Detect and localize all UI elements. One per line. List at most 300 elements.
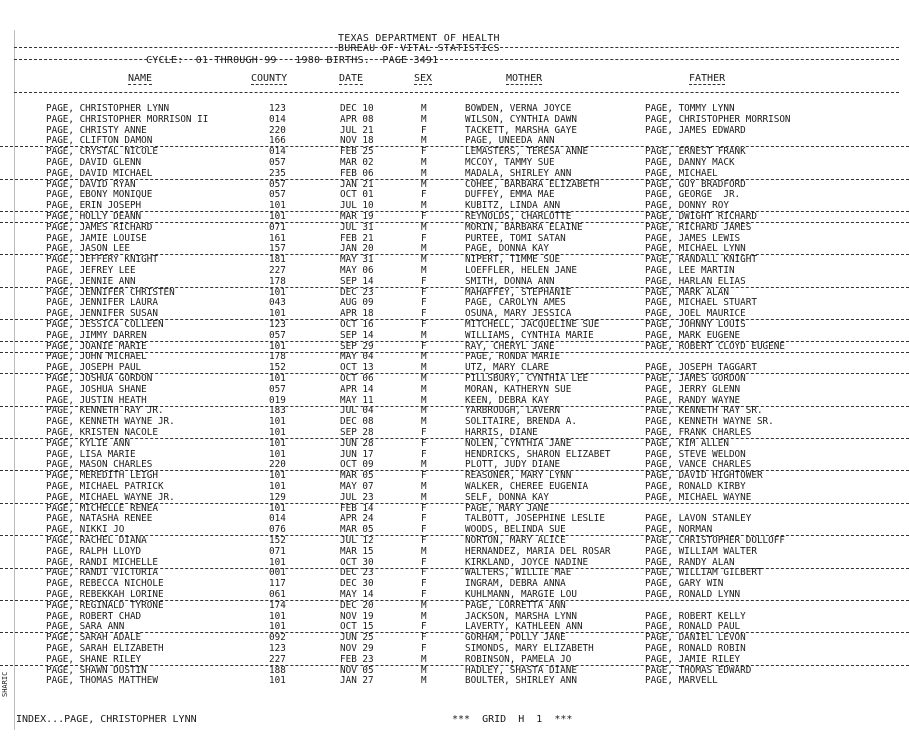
cell-sex: M <box>421 491 427 503</box>
cell-sex: F <box>421 286 427 298</box>
cell-date: NOV 05 <box>340 664 374 676</box>
cell-county: 101 <box>269 416 286 428</box>
cell-father: PAGE, JOHNNY LOUIS <box>645 319 746 330</box>
cell-county: 227 <box>269 653 286 665</box>
cell-date: MAR 02 <box>340 157 374 168</box>
cell-father: PAGE, DANIEL LEVON <box>645 632 746 644</box>
cell-father: PAGE, ROBERT KELLY <box>645 610 746 622</box>
cell-mother: YARBROUGH, LAVERN <box>465 405 561 417</box>
cell-mother: ROBINSON, PAMELA JO <box>465 653 572 665</box>
cell-name: PAGE, JAMES RICHARD <box>46 221 153 233</box>
cell-mother: MITCHELL, JACQUELINE SUE <box>465 319 600 330</box>
cell-mother: LOEFFLER, HELEN JANE <box>465 265 577 276</box>
cell-county: 092 <box>269 632 286 644</box>
cell-county: 101 <box>269 481 286 492</box>
cell-mother: HARRIS, DIANE <box>465 427 538 438</box>
table-row <box>0 547 909 557</box>
cell-mother: DUFFEY, EMMA MAE <box>465 189 555 201</box>
cell-date: SEP 14 <box>340 275 374 287</box>
cell-name: PAGE, DAVID GLENN <box>46 157 142 168</box>
cell-mother: MADALA, SHIRLEY ANN <box>465 167 572 179</box>
cell-mother: KUBITZ, LINDA ANN <box>465 200 561 212</box>
cell-sex: M <box>421 416 427 428</box>
cell-date: MAR 15 <box>340 545 374 557</box>
cell-name: PAGE, KYLIE ANN <box>46 437 130 449</box>
cell-father: PAGE, RONALD PAUL <box>645 621 741 633</box>
cell-name: PAGE, JOSHUA GORDON <box>46 373 153 384</box>
cell-sex: F <box>421 643 427 654</box>
table-row <box>0 234 909 244</box>
cell-father: PAGE, DONNY ROY <box>645 200 729 212</box>
cell-name: PAGE, JOANIE MARIE <box>46 340 147 352</box>
cell-sex: F <box>421 621 427 633</box>
table-row <box>0 126 909 136</box>
cell-name: PAGE, RANDI MICHELLE <box>46 556 158 568</box>
cell-name: PAGE, JUSTIN HEATH <box>46 394 147 406</box>
cell-mother: BOWDEN, VERNA JOYCE <box>465 103 572 114</box>
cell-date: SEP 14 <box>340 329 374 341</box>
cell-name: PAGE, SARA ANN <box>46 621 125 633</box>
cell-name: PAGE, NIKKI JO <box>46 524 125 536</box>
cell-mother: WALKER, CHEREE EUGENIA <box>465 481 589 492</box>
cell-sex: F <box>421 297 427 309</box>
cell-name: PAGE, KRISTEN NACOLE <box>46 427 158 438</box>
cell-county: 014 <box>269 146 286 158</box>
table-row <box>0 666 909 676</box>
column-header-county: COUNTY <box>251 73 288 84</box>
cell-sex: M <box>421 103 427 114</box>
cell-county: 117 <box>269 578 286 590</box>
cell-mother: SELF, DONNA KAY <box>465 491 549 503</box>
cell-father: PAGE, JAMIE RILEY <box>645 653 741 665</box>
table-row <box>0 676 909 686</box>
cell-county: 220 <box>269 459 286 471</box>
table-row <box>0 612 909 622</box>
cycle-line: CYCLE: 01 THROUGH 99 1980 BIRTHS. PAGE 3491 <box>146 55 439 66</box>
cell-father: PAGE, CHRISTOPHER DOLLOFF <box>645 535 785 546</box>
cell-father: PAGE, KIM ALLEN <box>645 437 729 449</box>
cell-father: PAGE, RONALD ROBIN <box>645 643 746 654</box>
cell-sex: F <box>421 308 427 320</box>
cell-name: PAGE, KENNETH WAYNE JR. <box>46 416 175 428</box>
cell-name: PAGE, CHRISTOPHER LYNN <box>46 103 170 114</box>
agency-title: TEXAS DEPARTMENT OF HEALTH <box>338 33 500 44</box>
cell-mother: KUHLMANN, MARGIE LOU <box>465 589 577 600</box>
cell-father: PAGE, MICHAEL <box>645 167 718 179</box>
cell-date: JUL 04 <box>340 405 374 417</box>
cell-sex: F <box>421 578 427 590</box>
table-row <box>0 406 909 416</box>
cell-father: PAGE, NORMAN <box>645 524 713 536</box>
cell-date: OCT 13 <box>340 362 374 374</box>
cell-county: 101 <box>269 286 286 298</box>
cell-name: PAGE, MASON CHARLES <box>46 459 153 471</box>
cell-father: PAGE, TOMMY LYNN <box>645 103 735 114</box>
table-row <box>0 169 909 180</box>
cell-county: 235 <box>269 167 286 179</box>
cell-father: PAGE, DANNY MACK <box>645 157 735 168</box>
cell-name: PAGE, JOSHUA SHANE <box>46 383 147 395</box>
side-stamp: SHARIC <box>1 671 9 697</box>
table-row <box>0 158 909 168</box>
cell-name: PAGE, JOHN MICHAEL <box>46 351 147 363</box>
cell-father: PAGE, RICHARD JAMES <box>645 221 752 233</box>
cell-county: 101 <box>269 373 286 384</box>
cell-date: MAY 04 <box>340 351 374 363</box>
cell-father: PAGE, MARK ALAN <box>645 286 729 298</box>
cell-name: PAGE, JEFREY LEE <box>46 265 136 276</box>
table-row <box>0 147 909 157</box>
table-row <box>0 288 909 298</box>
table-row <box>0 504 909 514</box>
table-row <box>0 439 909 449</box>
cell-county: 101 <box>269 308 286 320</box>
cell-mother: REYNOLDS, CHARLOTTE <box>465 211 572 222</box>
cell-mother: TACKETT, MARSHA GAYE <box>465 124 577 136</box>
cell-mother: COHEE, BARBARA ELIZABETH <box>465 178 600 190</box>
cell-name: PAGE, MEREDITH LEIGH <box>46 470 158 482</box>
cell-father: PAGE, KENNETH RAY SR. <box>645 405 763 417</box>
cell-date: DEC 23 <box>340 567 374 579</box>
cell-sex: F <box>421 319 427 330</box>
cell-sex: M <box>421 610 427 622</box>
cell-mother: PAGE, RONDA MARIE <box>465 351 561 363</box>
cell-sex: F <box>421 513 427 525</box>
cell-mother: NOLEN, CYNTHIA JANE <box>465 437 572 449</box>
cell-county: 123 <box>269 103 286 114</box>
cell-father: PAGE, MICHAEL STUART <box>645 297 757 309</box>
cell-father: PAGE, RONALD LYNN <box>645 589 741 600</box>
cell-mother: HENDRICKS, SHARON ELIZABET <box>465 448 611 460</box>
cell-date: JUL 21 <box>340 124 374 136</box>
cell-county: 123 <box>269 319 286 330</box>
cell-county: 227 <box>269 265 286 276</box>
cell-county: 101 <box>269 470 286 482</box>
cell-sex: M <box>421 167 427 179</box>
cell-sex: F <box>421 340 427 352</box>
cell-mother: PAGE, LORRETTA ANN <box>465 599 566 611</box>
cell-date: NOV 18 <box>340 135 374 147</box>
table-row <box>0 536 909 546</box>
cell-name: PAGE, JASON LEE <box>46 243 130 255</box>
cell-date: MAR 05 <box>340 470 374 482</box>
cell-date: FEB 25 <box>340 146 374 158</box>
table-row <box>0 115 909 125</box>
cell-sex: M <box>421 459 427 471</box>
cell-father: PAGE, KENNETH WAYNE SR. <box>645 416 774 428</box>
cell-father: PAGE, JOSEPH TAGGART <box>645 362 757 374</box>
cell-mother: UTZ, MARY CLARE <box>465 362 549 374</box>
cell-name: PAGE, HOLLY DEANN <box>46 211 142 222</box>
cell-date: MAR 19 <box>340 211 374 222</box>
cell-name: PAGE, THOMAS MATTHEW <box>46 675 158 687</box>
table-row <box>0 266 909 276</box>
cell-father: PAGE, DWIGHT RICHARD <box>645 211 757 222</box>
cell-date: OCT 01 <box>340 189 374 201</box>
cell-county: 057 <box>269 329 286 341</box>
cell-county: 166 <box>269 135 286 147</box>
cell-mother: NORTON, MARY ALICE <box>465 535 566 546</box>
cell-mother: BOULTER, SHIRLEY ANN <box>465 675 577 687</box>
cell-sex: M <box>421 405 427 417</box>
cell-sex: M <box>421 135 427 147</box>
cell-county: 057 <box>269 383 286 395</box>
cell-mother: WALTERS, WILLIE MAE <box>465 567 572 579</box>
cell-sex: F <box>421 567 427 579</box>
cell-sex: M <box>421 545 427 557</box>
cell-mother: PAGE, UNEEDA ANN <box>465 135 555 147</box>
cell-mother: REASONER, MARY LYNN <box>465 470 572 482</box>
table-row <box>0 298 909 308</box>
cell-sex: F <box>421 524 427 536</box>
cell-sex: M <box>421 221 427 233</box>
cell-sex: M <box>421 329 427 341</box>
cell-father: PAGE, THOMAS EDWARD <box>645 664 752 676</box>
table-row <box>0 428 909 439</box>
cell-date: OCT 09 <box>340 459 374 471</box>
cell-county: 129 <box>269 491 286 503</box>
cell-sex: F <box>421 589 427 600</box>
cell-date: FEB 23 <box>340 653 374 665</box>
cell-mother: WILLIAMS, CYNTHIA MARIE <box>465 329 594 341</box>
cell-mother: MORIN, BARBARA ELAINE <box>465 221 583 233</box>
cell-county: 101 <box>269 211 286 222</box>
cell-date: APR 14 <box>340 383 374 395</box>
cell-father: PAGE, JAMES EDWARD <box>645 124 746 136</box>
table-row <box>0 374 909 384</box>
cell-county: 057 <box>269 157 286 168</box>
cell-father: PAGE, GUY BRADFORD <box>645 178 746 190</box>
cell-mother: GORHAM, POLLY JANE <box>465 632 566 644</box>
cell-sex: M <box>421 200 427 212</box>
cell-county: 188 <box>269 664 286 676</box>
cell-mother: RAY, CHERYL JANE <box>465 340 555 352</box>
cell-name: PAGE, ROBERT CHAD <box>46 610 142 622</box>
cell-sex: M <box>421 351 427 363</box>
cell-father: PAGE, JOEL MAURICE <box>645 308 746 320</box>
cell-date: FEB 14 <box>340 502 374 514</box>
cell-mother: PLOTT, JUDY DIANE <box>465 459 561 471</box>
table-row <box>0 385 909 395</box>
cell-mother: PAGE, DONNA KAY <box>465 243 549 255</box>
cell-father: PAGE, RANDY WAYNE <box>645 394 741 406</box>
cell-sex: M <box>421 362 427 374</box>
cell-county: 152 <box>269 362 286 374</box>
table-row <box>0 633 909 643</box>
cell-mother: OSUNA, MARY JESSICA <box>465 308 572 320</box>
cell-name: PAGE, KENNETH RAY JR. <box>46 405 164 417</box>
cell-name: PAGE, JEFFERY KNIGHT <box>46 254 158 266</box>
cell-father: PAGE, RANDY ALAN <box>645 556 735 568</box>
cell-father: PAGE, WILLIAM GILBERT <box>645 567 763 579</box>
cell-sex: M <box>421 113 427 125</box>
cell-mother: WILSON, CYNTHIA DAWN <box>465 113 577 125</box>
cell-date: DEC 20 <box>340 599 374 611</box>
cell-name: PAGE, EBONY MONIQUE <box>46 189 153 201</box>
cell-sex: M <box>421 265 427 276</box>
cell-date: MAY 06 <box>340 265 374 276</box>
cell-date: MAY 14 <box>340 589 374 600</box>
cell-sex: F <box>421 275 427 287</box>
cell-mother: MORAN, KATHERYN SUE <box>465 383 572 395</box>
cell-county: 071 <box>269 221 286 233</box>
cell-sex: F <box>421 124 427 136</box>
cell-date: OCT 06 <box>340 373 374 384</box>
cell-sex: F <box>421 232 427 244</box>
cell-county: 220 <box>269 124 286 136</box>
cell-county: 014 <box>269 513 286 525</box>
bureau-title: BUREAU OF VITAL STATISTICS <box>338 43 500 54</box>
cell-father: PAGE, RONALD KIRBY <box>645 481 746 492</box>
cell-county: 101 <box>269 610 286 622</box>
cell-county: 101 <box>269 448 286 460</box>
cell-name: PAGE, MICHAEL WAYNE JR. <box>46 491 175 503</box>
cell-sex: F <box>421 189 427 201</box>
cell-county: 178 <box>269 351 286 363</box>
cell-name: PAGE, JIMMY DARREN <box>46 329 147 341</box>
cell-date: DEC 10 <box>340 103 374 114</box>
cell-father: PAGE, MARK EUGENE <box>645 329 741 341</box>
cell-county: 057 <box>269 189 286 201</box>
cell-county: 181 <box>269 254 286 266</box>
cell-sex: F <box>421 535 427 546</box>
cell-date: DEC 08 <box>340 416 374 428</box>
cell-county: 101 <box>269 502 286 514</box>
cell-date: OCT 16 <box>340 319 374 330</box>
cell-date: FEB 06 <box>340 167 374 179</box>
cell-father: PAGE, MICHAEL LYNN <box>645 243 746 255</box>
cell-date: JUL 10 <box>340 200 374 212</box>
table-row <box>0 601 909 611</box>
cell-name: PAGE, JAMIE LOUISE <box>46 232 147 244</box>
cell-mother: PILLSBURY, CYNTHIA LEE <box>465 373 589 384</box>
cell-county: 161 <box>269 232 286 244</box>
cell-date: MAY 11 <box>340 394 374 406</box>
cell-name: PAGE, RANDI VICTORIA <box>46 567 158 579</box>
cell-date: JAN 20 <box>340 243 374 255</box>
cell-father: PAGE, ROBERT CLOYD EUGENE <box>645 340 785 352</box>
cell-date: MAY 07 <box>340 481 374 492</box>
cell-sex: M <box>421 373 427 384</box>
cell-date: AUG 09 <box>340 297 374 309</box>
table-row <box>0 482 909 492</box>
cell-county: 101 <box>269 556 286 568</box>
cell-county: 043 <box>269 297 286 309</box>
cell-father: PAGE, JERRY GLENN <box>645 383 741 395</box>
table-row <box>0 190 909 200</box>
cell-father: PAGE, GARY WIN <box>645 578 724 590</box>
cell-father: PAGE, HARLAN ELIAS <box>645 275 746 287</box>
cell-date: APR 08 <box>340 113 374 125</box>
cell-name: PAGE, SARAH ELIZABETH <box>46 643 164 654</box>
cell-name: PAGE, DAVID MICHAEL <box>46 167 153 179</box>
cell-sex: F <box>421 632 427 644</box>
cell-sex: M <box>421 599 427 611</box>
table-row <box>0 180 909 190</box>
cell-date: JUL 23 <box>340 491 374 503</box>
cell-name: PAGE, JOSEPH PAUL <box>46 362 142 374</box>
table-row <box>0 417 909 427</box>
cell-father: PAGE, RANDALL KNIGHT <box>645 254 757 266</box>
cell-date: OCT 15 <box>340 621 374 633</box>
column-header-name: NAME <box>128 73 153 84</box>
table-row <box>0 352 909 362</box>
table-row <box>0 320 909 330</box>
cell-mother: WOODS, BELINDA SUE <box>465 524 566 536</box>
cell-father: PAGE, STEVE WELDON <box>645 448 746 460</box>
cell-county: 071 <box>269 545 286 557</box>
cell-father: PAGE, JAMES GORDON <box>645 373 746 384</box>
cell-father: PAGE, DAVID HIGHTOWER <box>645 470 763 482</box>
cell-county: 152 <box>269 535 286 546</box>
cell-father: PAGE, JAMES LEWIS <box>645 232 741 244</box>
cell-name: PAGE, CLIFTON DAMON <box>46 135 153 147</box>
cell-date: FEB 21 <box>340 232 374 244</box>
cell-date: OCT 30 <box>340 556 374 568</box>
cell-date: JUN 17 <box>340 448 374 460</box>
cell-mother: PAGE, CAROLYN AMES <box>465 297 566 309</box>
cell-date: APR 24 <box>340 513 374 525</box>
cell-mother: SMITH, DONNA ANN <box>465 275 555 287</box>
cell-county: 174 <box>269 599 286 611</box>
cell-mother: HADLEY, SHASTA DIANE <box>465 664 577 676</box>
cell-mother: SOLITAIRE, BRENDA A. <box>465 416 577 428</box>
cell-name: PAGE, DAVID RYAN <box>46 178 136 190</box>
cell-mother: MAHAFFEY, STEPHANIE <box>465 286 572 298</box>
cell-sex: F <box>421 146 427 158</box>
cell-date: JUL 31 <box>340 221 374 233</box>
cell-name: PAGE, JENNIFER CHRISTEN <box>46 286 175 298</box>
cell-sex: M <box>421 254 427 266</box>
cell-mother: JACKSON, MARSHA LYNN <box>465 610 577 622</box>
cell-date: APR 18 <box>340 308 374 320</box>
index-line: INDEX...PAGE, CHRISTOPHER LYNN <box>16 714 197 725</box>
cell-father: PAGE, LEE MARTIN <box>645 265 735 276</box>
cell-county: 076 <box>269 524 286 536</box>
cell-sex: F <box>421 211 427 222</box>
cell-father: PAGE, ERNEST FRANK <box>645 146 746 158</box>
cell-name: PAGE, JENNIFER SUSAN <box>46 308 158 320</box>
cell-county: 123 <box>269 643 286 654</box>
cell-date: DEC 30 <box>340 578 374 590</box>
cell-county: 183 <box>269 405 286 417</box>
cell-father: PAGE, GEORGE JR. <box>645 189 741 201</box>
cell-county: 101 <box>269 621 286 633</box>
cell-name: PAGE, SHANE RILEY <box>46 653 142 665</box>
cell-name: PAGE, ERIN JOSEPH <box>46 200 142 212</box>
cell-date: MAY 31 <box>340 254 374 266</box>
cell-name: PAGE, REGINALD TYRONE <box>46 599 164 611</box>
cell-name: PAGE, RACHEL DIANA <box>46 535 147 546</box>
column-header-sex: SEX <box>414 73 433 84</box>
cell-father: PAGE, LAVON STANLEY <box>645 513 752 525</box>
cell-sex: F <box>421 448 427 460</box>
cell-date: JAN 21 <box>340 178 374 190</box>
table-row <box>0 644 909 654</box>
cell-name: PAGE, RALPH LLOYD <box>46 545 142 557</box>
cell-name: PAGE, REBECCA NICHOLE <box>46 578 164 590</box>
table-row <box>0 471 909 481</box>
cell-mother: HERNANDEZ, MARIA DEL ROSAR <box>465 545 611 557</box>
cell-county: 057 <box>269 178 286 190</box>
cell-sex: F <box>421 427 427 438</box>
cell-name: PAGE, JENNIFER LAURA <box>46 297 158 309</box>
column-header-mother: MOTHER <box>506 73 543 84</box>
cell-name: PAGE, LISA MARIE <box>46 448 136 460</box>
cell-sex: M <box>421 243 427 255</box>
cell-date: NOV 29 <box>340 643 374 654</box>
cell-sex: M <box>421 394 427 406</box>
